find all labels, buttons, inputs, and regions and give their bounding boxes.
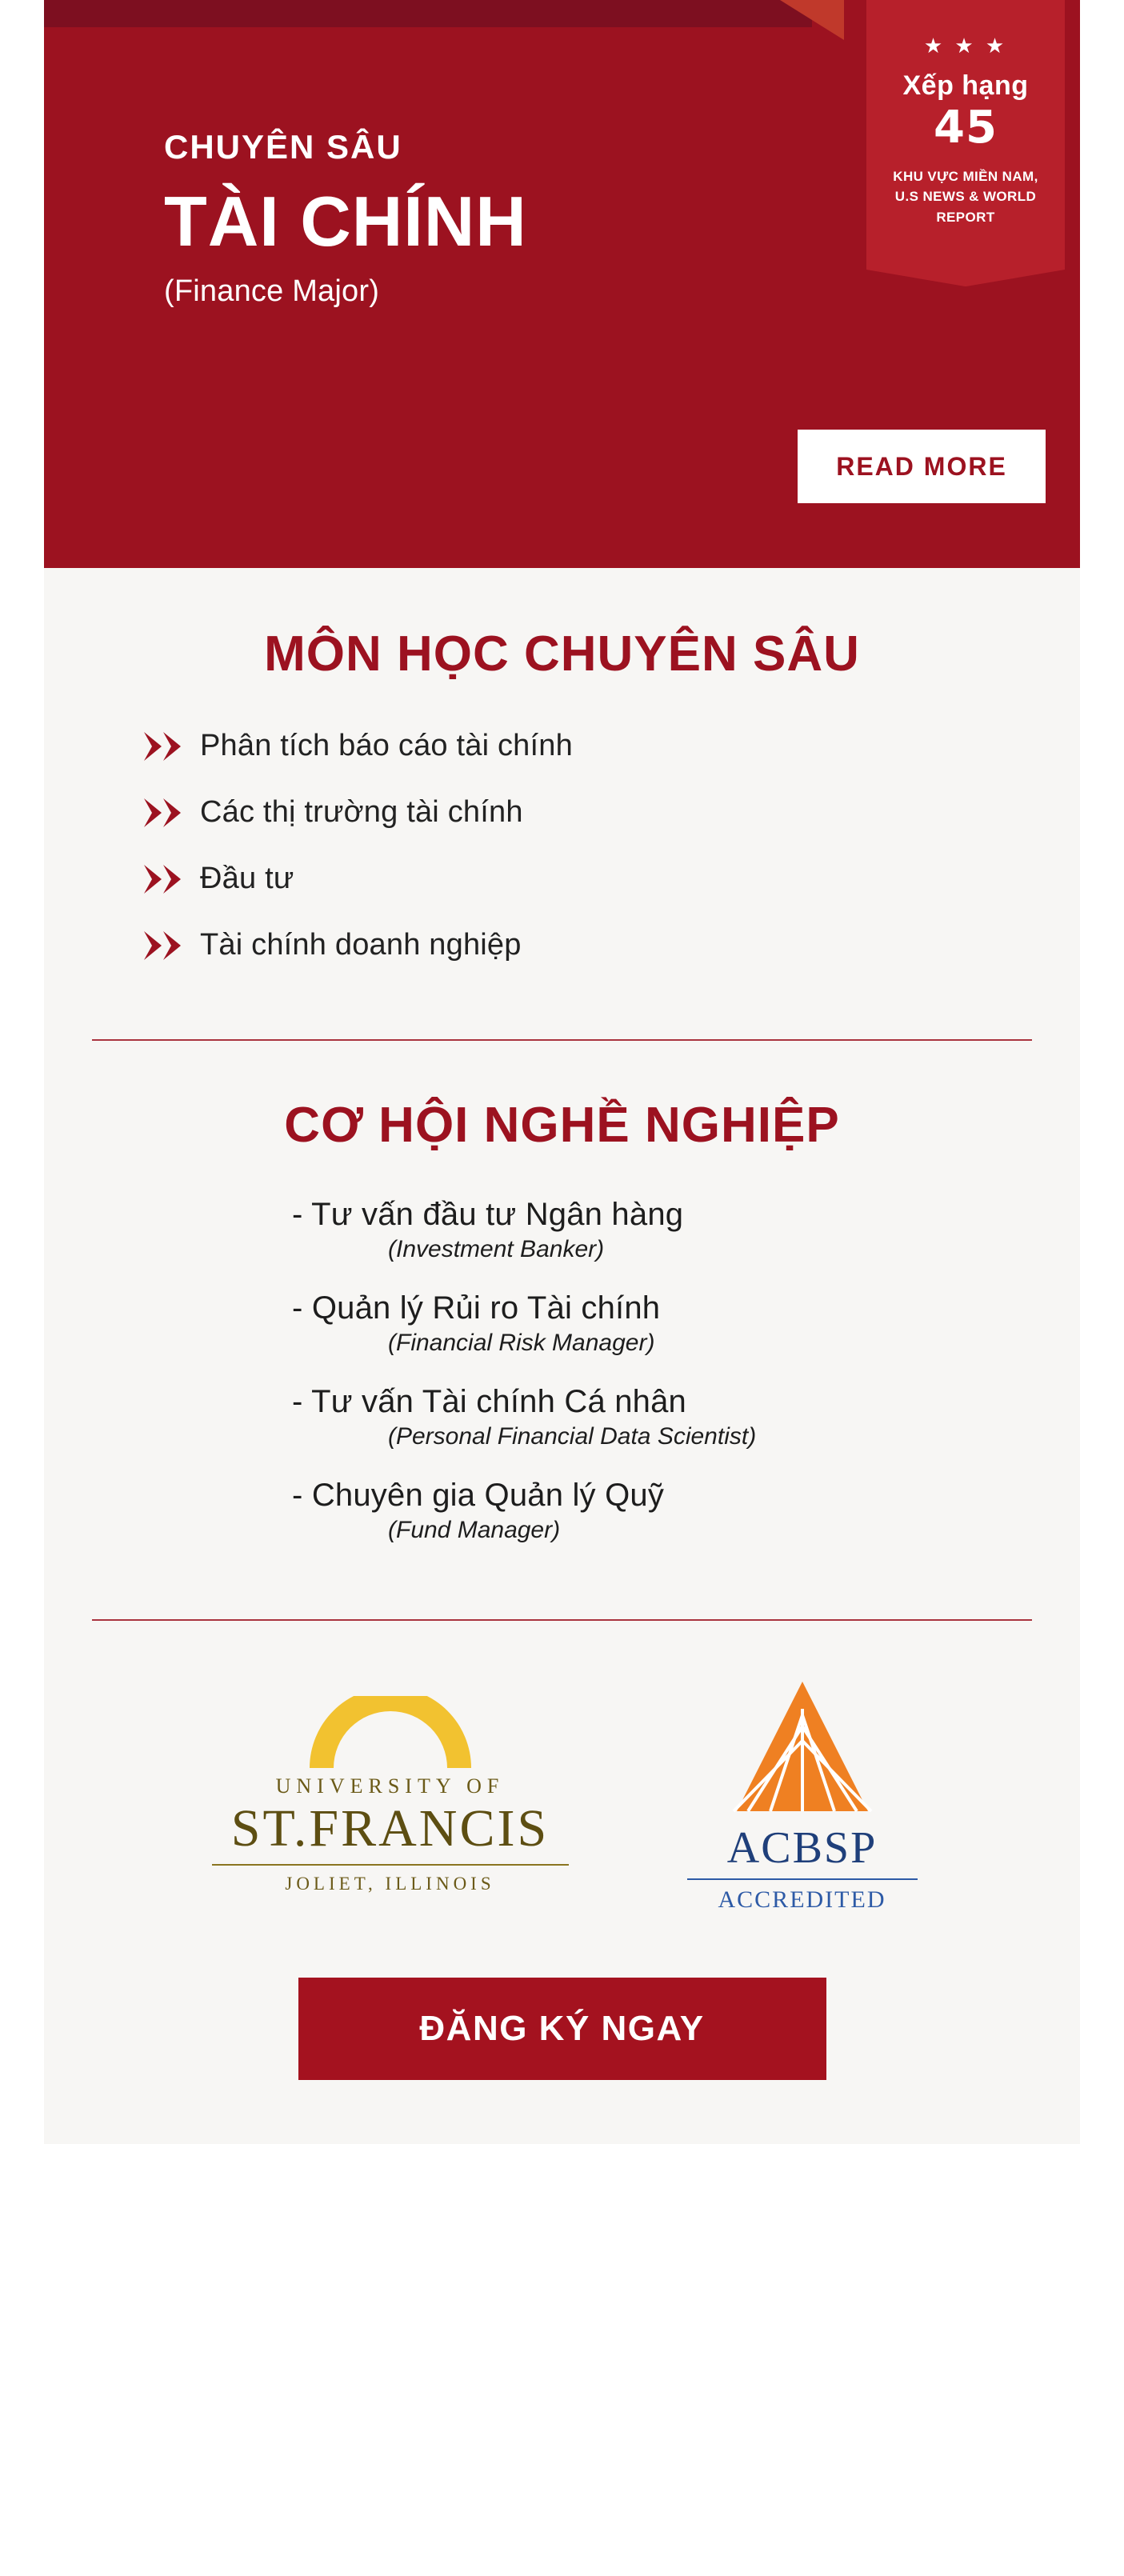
- subject-label: Đầu tư: [200, 862, 294, 895]
- career-label-vi: - Tư vấn Tài chính Cá nhân: [292, 1384, 686, 1419]
- usf-line2: ST.FRANCIS: [230, 1798, 550, 1858]
- usf-line1: UNIVERSITY OF: [275, 1774, 505, 1798]
- careers-title: CƠ HỘI NGHỀ NGHIỆP: [284, 1098, 840, 1153]
- ranking-badge: [866, 0, 1065, 296]
- list-item: [292, 1290, 1032, 1357]
- double-chevron-icon: [144, 797, 200, 829]
- list-item: [144, 862, 1032, 896]
- career-label-vi: - Tư vấn đầu tư Ngân hàng: [292, 1197, 684, 1232]
- list-item: [292, 1384, 1032, 1450]
- cta-row: [44, 1946, 1080, 2144]
- subject-label: Các thị trường tài chính: [200, 795, 523, 829]
- subjects-list: [92, 729, 1032, 962]
- ranking-source-line2: U.S NEWS & WORLD REPORT: [894, 189, 1037, 225]
- ranking-source: [866, 166, 1065, 228]
- arch-icon: [298, 1696, 482, 1770]
- hero-kicker: CHUYÊN SÂU: [164, 128, 402, 166]
- ranking-source-line1: KHU VỰC MIỀN NAM,: [893, 168, 1038, 184]
- list-item: [292, 1478, 1032, 1544]
- list-item: [144, 928, 1032, 962]
- hero-banner: [44, 0, 1080, 568]
- register-button[interactable]: ĐĂNG KÝ NGAY: [298, 1978, 826, 2080]
- career-label-vi: - Chuyên gia Quản lý Quỹ: [292, 1478, 665, 1513]
- acbsp-name: ACBSP: [726, 1823, 878, 1873]
- stars-icon: ★ ★ ★: [923, 34, 1008, 58]
- careers-section: [44, 1041, 1080, 1619]
- career-label-en: (Personal Financial Data Scientist): [388, 1423, 757, 1450]
- subject-label: Tài chính doanh nghiệp: [200, 928, 522, 962]
- acbsp-subtitle: ACCREDITED: [718, 1886, 886, 1913]
- list-item: [144, 729, 1032, 763]
- double-chevron-icon: [144, 863, 200, 895]
- careers-list: [92, 1197, 1032, 1544]
- acbsp-rule: [687, 1878, 918, 1880]
- list-item: [292, 1197, 1032, 1263]
- ranking-label: Xếp hạng: [902, 70, 1029, 101]
- usf-line3: JOLIET, ILLINOIS: [285, 1874, 495, 1894]
- logos-row: [44, 1621, 1080, 1946]
- subjects-section: [44, 568, 1080, 1039]
- subject-label: Phân tích báo cáo tài chính: [200, 729, 573, 762]
- brochure-card: [44, 0, 1080, 2144]
- career-label-vi: - Quản lý Rủi ro Tài chính: [292, 1290, 661, 1326]
- career-label-en: (Financial Risk Manager): [388, 1330, 655, 1356]
- career-label-en: (Fund Manager): [388, 1517, 561, 1543]
- list-item: [144, 795, 1032, 830]
- acbsp-logo: [682, 1677, 922, 1914]
- subjects-title: MÔN HỌC CHUYÊN SÂU: [264, 626, 860, 682]
- page-title: TÀI CHÍNH: [164, 182, 527, 261]
- acbsp-mark-icon: [722, 1677, 882, 1821]
- career-label-en: (Investment Banker): [388, 1236, 605, 1262]
- divider: [92, 1039, 1032, 1041]
- usf-logo: [202, 1696, 578, 1895]
- usf-rule: [212, 1864, 569, 1866]
- divider: [92, 1619, 1032, 1621]
- read-more-button[interactable]: READ MORE: [798, 430, 1046, 503]
- hero-subtitle: (Finance Major): [164, 274, 380, 309]
- hero-text-block: [164, 128, 527, 309]
- ranking-number: 45: [934, 102, 998, 154]
- hero-top-bar: [44, 0, 812, 27]
- double-chevron-icon: [144, 930, 200, 962]
- double-chevron-icon: [144, 730, 200, 762]
